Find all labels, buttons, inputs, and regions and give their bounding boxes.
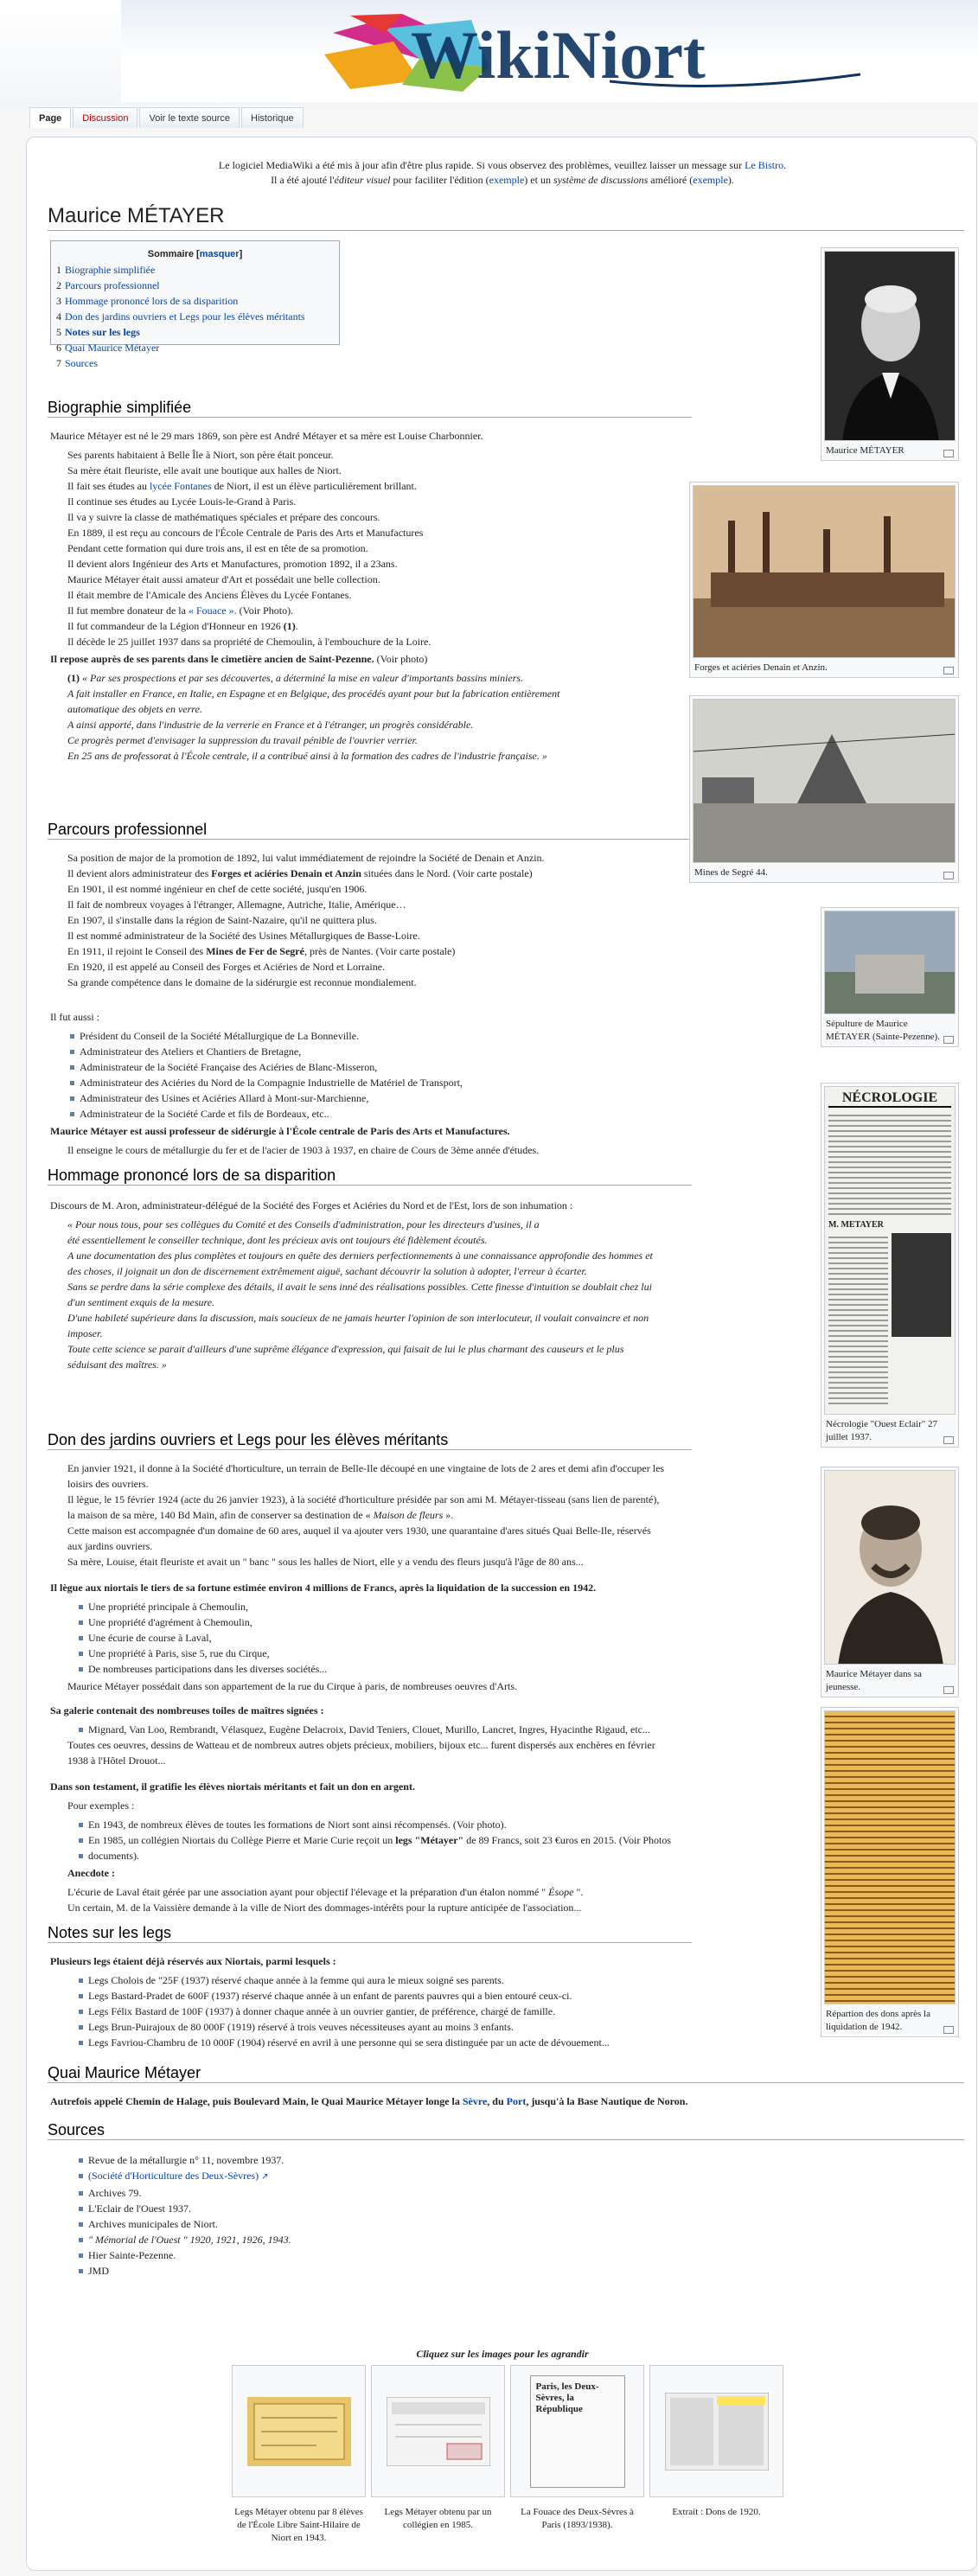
sitenotice (27, 158, 978, 188)
roles-list (67, 1028, 463, 1122)
text: Autrefois appelé Chemin de Halage, puis Boulevard Main, le Quai Maurice Métayer longe la (50, 2095, 463, 2107)
toc-item[interactable] (56, 324, 334, 340)
quote-line: des choses, il joignait un don de discernement extrêmement aiguë, sachant découvrir la solution à adopter, l'erreur à écarter. (67, 1265, 587, 1277)
parcours-line: En 1901, il est nommé ingénieur en chef de cette société, jusqu'en 1906. (67, 883, 368, 895)
property-list (76, 1599, 327, 1677)
bio-line (67, 618, 431, 634)
text: Il fait ses études au (67, 480, 150, 492)
tab-discussion[interactable]: Discussion (73, 107, 137, 128)
thumb-caption (824, 1415, 956, 1444)
site-header (0, 0, 978, 105)
tab-history[interactable]: Historique (241, 107, 304, 128)
notice-text: . (783, 159, 787, 171)
parcours-line: En 1907, il s'installe dans la région de Saint-Nazaire, qu'il ne quittera plus. (67, 914, 377, 926)
sepulture-image[interactable] (824, 911, 956, 1014)
text-line: Un certain, M. de la Vaissière demande à la ville de Niort des dommages-intérêts pour la rupture anticipée de l'association... (67, 1902, 582, 1914)
bio-line: Ses parents habitaient à Belle Île à Niort, son père était ponceur. (67, 449, 334, 461)
hommage-intro: Discours de M. Aron, administrateur-délégué de la Société des Forges et Aciéries du Nord et de l'Est, lors de son inhumation : (50, 1199, 573, 1211)
section-heading-sources: Sources (48, 2121, 964, 2140)
section-heading-notes: Notes sur les legs (48, 1924, 692, 1943)
list-item: Administrateur des Aciéries du Nord de la Compagnie Industrielle de Matériel de Transport, (67, 1075, 463, 1090)
caption-text: Maurice Métayer dans sa jeunesse. (826, 1669, 922, 1692)
sepulture-photo[interactable] (825, 911, 956, 1014)
text: , près de Nantes. (Voir carte postale) (304, 945, 456, 957)
toc-number: 7 (56, 357, 61, 369)
notice-text: ). (727, 174, 734, 186)
exemples-list (76, 1817, 671, 1863)
quote-line: « Par ses prospections et par ses découvertes, a déterminé la mise en valeur d'importants bassins miniers. (82, 672, 524, 684)
toc-hide[interactable]: [masquer] (196, 249, 243, 259)
gallery-image[interactable] (232, 2365, 366, 2497)
testament-line: Dans son testament, il gratifie les élèves niortais méritants et fait un don en argent. (50, 1780, 415, 1793)
bio-line: Sa mère était fleuriste, elle avait une boutique aux halles de Niort. (67, 464, 342, 476)
gallery-caption: La Fouace des Deux-Sèvres à Paris (1893/1938). (521, 2507, 634, 2530)
newspaper-text-block (828, 1111, 951, 1215)
toc-number: 1 (56, 264, 61, 276)
list-item: Une propriété d'agrément à Chemoulin, (76, 1614, 327, 1630)
toc-number: 3 (56, 295, 61, 307)
toc-link[interactable]: Don des jardins ouvriers et Legs pour les élèves méritants (65, 310, 305, 323)
external-link-icon: ↗ (261, 2172, 269, 2182)
source-item: L'Eclair de l'Ouest 1937. (76, 2201, 291, 2216)
hommage-quote (67, 1217, 653, 1372)
quote-line: imposer. (67, 1327, 103, 1339)
bio-line: Il va y suivre la classe de mathématiques spéciales et prépare des concours. (67, 511, 380, 523)
thumb-jeunesse[interactable] (821, 1467, 959, 1697)
list-item: Legs Félix Bastard de 100F (1937) à donner chaque année à un ouvrier gantier, de préférence, chargé de famille. (76, 2004, 610, 2019)
notice-text: Il a été ajouté l' (271, 174, 335, 186)
bio-list (67, 447, 431, 649)
thumb-forges[interactable] (689, 482, 959, 678)
sevre-link[interactable]: Sèvre (462, 2095, 488, 2107)
anecdote-label: Anecdote : (67, 1867, 115, 1879)
forges-image[interactable] (693, 485, 956, 658)
logo-banner (121, 0, 978, 102)
lycee-fontanes-link[interactable]: lycée Fontanes (149, 480, 212, 492)
gallery-caption: Legs Métayer obtenu par 8 élèves de l'École Libre Saint-Hilaire de Niort en 1943. (234, 2507, 363, 2543)
list-item: Président du Conseil de la Société Métallurgique de La Bonneville. (67, 1028, 463, 1044)
thumb-caption (693, 863, 956, 879)
gallery-image[interactable] (649, 2365, 783, 2497)
text: Ésope (548, 1886, 574, 1898)
source-item: Hier Sainte-Pezenne. (76, 2247, 291, 2263)
toc-item[interactable] (56, 293, 334, 309)
parcours-list (67, 850, 545, 990)
magnify-icon[interactable] (943, 450, 954, 457)
legs-1985-image[interactable] (387, 2397, 490, 2466)
segre-postcard[interactable] (694, 700, 956, 863)
list-item: Legs Brun-Puirajoux de 80 000F (1919) réservé à trois veuves nécessiteuses ayant au moins 3 enfants. (76, 2019, 610, 2035)
gallery-caption: Extrait : Dons de 1920. (672, 2507, 761, 2517)
text-line: 1938 à l'Hôtel Drouot... (67, 1755, 166, 1767)
don-line: loisirs des ouvriers. (67, 1478, 149, 1490)
toc-title: Sommaire (147, 249, 194, 259)
magnify-icon[interactable] (943, 1686, 954, 1694)
list-item-continued (76, 1848, 671, 1863)
list-item: De nombreuses participations dans les diverses sociétés... (76, 1661, 327, 1677)
course-line: Il enseigne le cours de métallurgie du fer et de l'acier de 1903 à 1937, en chaire de Cours de 3ème année d'études. (67, 1144, 540, 1156)
quote-line: d'un sentiment exquis de la mesure. (67, 1296, 215, 1308)
quote-line: Ce progrès permet d'envisager la suppression du travail pénible de l'ouvrier verrier. (67, 734, 418, 746)
source-item[interactable] (76, 2168, 291, 2185)
anecdote-text (67, 1884, 583, 1915)
thumb-segre[interactable] (689, 695, 959, 883)
bio-rest (50, 651, 427, 667)
parcours-line: Sa position de major de la promotion de 1892, lui valut immédiatement de rejoindre la Société de Denain et Anzin. (67, 852, 545, 864)
thumb-sepulture[interactable] (821, 907, 959, 1047)
bio-quote (67, 670, 559, 764)
caption-text: Mines de Segré 44. (694, 867, 768, 878)
notes-intro: Plusieurs legs étaient déjà réservés aux Niortais, parmi lesquels : (50, 1955, 336, 1967)
bio-line (67, 603, 431, 618)
text: ". (573, 1886, 584, 1898)
dons-1920-image[interactable] (665, 2393, 769, 2471)
legs-list (76, 1972, 610, 2050)
notice-text: système de discussions (553, 174, 649, 186)
source-item: Revue de la métallurgie n° 11, novembre 1937. (76, 2152, 291, 2168)
content-area (26, 137, 977, 2571)
page-tabs (29, 107, 304, 128)
text: . (Voir Photo). (233, 604, 294, 617)
gallery-title: Cliquez sur les images pour les agrandir (416, 2348, 589, 2360)
don-line: Sa mère, Louise, était fleuriste et avait un " banc " sous les halles de Niort, elle y a vendu des fleurs jusqu'à l'âge de 80 ans... (67, 1556, 584, 1568)
don-line: En janvier 1921, il donne à la Société d'horticulture, un terrain de Belle-Ile découpé en une vingtaine de lots de 2 ares et demi afin d'occuper les (67, 1462, 665, 1474)
bio-line: Maurice Métayer était aussi amateur d'Art et possédait une belle collection. (67, 573, 380, 585)
toc-item[interactable] (56, 262, 334, 278)
text: L'écurie de Laval était gérée par une association ayant pour objectif l'élevage et la préparation d'un étalon nommé " (67, 1886, 549, 1898)
painters-list (76, 1722, 650, 1737)
list-item (76, 1832, 671, 1848)
parcours-line: En 1920, il est appelé au Conseil des Forges et Aciéries de Nord et Lorraine. (67, 961, 386, 973)
toc-link[interactable]: Hommage prononcé lors de sa disparition (65, 295, 239, 307)
quote-line: été essentiellement le conseiller technique, dont les précieux avis ont toujours été fidèlement écoutés. (67, 1234, 488, 1246)
toc-item[interactable] (56, 355, 334, 371)
fouace-document[interactable] (530, 2375, 625, 2488)
parcours-line: Sa grande compétence dans le domaine de la sidérurgie est reconnue mondialement. (67, 976, 417, 988)
toc-number: 6 (56, 342, 61, 354)
notice-text: ) et un (524, 174, 553, 186)
magnify-icon[interactable] (943, 667, 954, 674)
wikiniort-logo[interactable] (203, 7, 978, 93)
text: de Niort, il est un élève particulièrement brillant. (211, 480, 417, 492)
section-heading-bio: Biographie simplifiée (48, 399, 692, 418)
jeunesse-image[interactable] (824, 1470, 956, 1665)
newspaper-subheading: M. METAYER (828, 1220, 884, 1230)
source-item: JMD (76, 2263, 291, 2279)
section-heading-don: Don des jardins ouvriers et Legs pour les élèves méritants (48, 1431, 692, 1450)
appart-line: Maurice Métayer possédait dans son appartement de la rue du Cirque à paris, de nombreuses oeuvres d'Arts. (67, 1680, 518, 1692)
quote-line: A ainsi apporté, dans l'industrie de la verrerie en France et à l'étranger, un progrès considérable. (67, 719, 474, 731)
notice-text: Le logiciel MediaWiki a été mis à jour afin d'être plus rapide. Si vous observez des problèmes, veuillez laisser un message sur (218, 159, 745, 171)
text: legs "Métayer" (395, 1834, 464, 1846)
text: Il repose auprès de ses parents dans le cimetière ancien de Saint-Pezenne. (50, 653, 374, 665)
toc-link[interactable]: Notes sur les legs (65, 326, 140, 338)
text: Mines de Fer de Segré (206, 945, 304, 957)
text: , jusqu'à la Base Nautique de Noron. (526, 2095, 688, 2107)
text: de 89 Francs, soit 23 €uros en 2015. (Voir Photos (463, 1834, 671, 1846)
document-title: Paris, les Deux-Sèvres, la République (535, 2381, 599, 2414)
list-item: Une propriété principale à Chemoulin, (76, 1599, 327, 1614)
jeunesse-photo[interactable] (825, 1471, 956, 1665)
aussi-label: Il fut aussi : (50, 1011, 99, 1023)
tab-page[interactable]: Page (29, 107, 71, 128)
text: situées dans le Nord. (Voir carte postale) (361, 867, 533, 879)
fouace-link[interactable]: « Fouace » (188, 604, 234, 617)
list-item: Administrateur de la Société Carde et fils de Bordeaux, etc.. (67, 1106, 463, 1122)
toc-hide-link[interactable]: masquer (199, 249, 240, 259)
parcours-line (67, 943, 545, 959)
bio-line (67, 478, 431, 494)
list-item: Une propriété à Paris, sise 5, rue du Cirque, (76, 1646, 327, 1661)
caption-text: Sépulture de Maurice MÉTAYER (Sainte-Pezenne). (826, 1019, 940, 1042)
quote-line: « Pour nous tous, pour ses collègues du Comité et des Conseils d'administration, pour les directeurs d'usines, il a (67, 1218, 540, 1230)
tab-view-source[interactable]: Voir le texte source (139, 107, 240, 128)
thumb-caption (693, 658, 956, 674)
page-title: Maurice MÉTAYER (48, 204, 964, 231)
quote-line: A une documentation des plus complètes et toujours en quête des derniers perfectionnements à une connaissance approfondie des hommes et (67, 1250, 653, 1262)
caption-text: Nécrologie "Ouest Eclair" 27 juillet 1937. (826, 1419, 938, 1442)
thumb-portrait[interactable] (821, 247, 959, 461)
don-text (67, 1461, 664, 1569)
legs-fortune: Il lègue aux niortais le tiers de sa fortune estimée environ 4 millions de Francs, après la liquidation de la succession en 1942. (50, 1582, 597, 1594)
footnote-ref: (1) (283, 620, 296, 632)
toc-link[interactable]: Parcours professionnel (65, 279, 160, 291)
thumb-caption (824, 1014, 956, 1044)
necrologie-heading: NÉCROLOGIE (828, 1090, 951, 1108)
gallery-image[interactable] (510, 2365, 644, 2497)
text: , du (487, 2095, 507, 2107)
text: Forges et aciéries Denain et Anzin (211, 867, 361, 879)
source-item: Archives municipales de Niort. (76, 2216, 291, 2232)
don-line: Il lègue, le 15 février 1924 (acte du 26 janvier 1923), à la société d'horticulture présidée par son ami M. Métayer-tisseau (sans lien de parenté), (67, 1493, 660, 1505)
thumb-caption (824, 1665, 956, 1694)
toc-link[interactable]: Biographie simplifiée (65, 264, 156, 276)
thumb-repartition[interactable] (821, 1707, 959, 2037)
list-item: Administrateur de la Société Française des Aciéries de Blanc-Misseron, (67, 1059, 463, 1075)
bio-line: Il devient alors Ingénieur des Arts et Manufactures, promotion 1892, il a 23ans. (67, 558, 398, 570)
necrologie-image[interactable] (824, 1086, 956, 1415)
legs-1943-image[interactable] (247, 2397, 351, 2466)
magnify-icon[interactable] (943, 1036, 954, 1044)
quote-line: automatique des objets en verre. (67, 703, 202, 715)
text: Il devient alors administrateur des (67, 867, 212, 879)
gallery-item[interactable] (510, 2365, 644, 2532)
professor-line: Maurice Métayer est aussi professeur de sidérurgie à l'École centrale de Paris des Arts et Manufactures. (50, 1125, 510, 1137)
svg-text:WikiNiort: WikiNiort (411, 17, 706, 93)
parcours-line: Il fait de nombreux voyages à l'étranger, Allemagne, Autriche, Italie, Amérique… (67, 898, 406, 911)
list-item: Administrateur des Usines et Aciéries Allard à Mont-sur-Marchienne, (67, 1090, 463, 1106)
portrait-photo[interactable] (825, 252, 956, 441)
gallery-item[interactable] (371, 2365, 505, 2532)
source-item: " Mémorial de l'Ouest " 1920, 1921, 1926, 1943. (76, 2232, 291, 2247)
bio-line: Il décède le 25 juillet 1937 dans sa propriété de Chemoulin, à l'embouchure de la Loire. (67, 636, 431, 648)
toc-number: 5 (56, 326, 61, 338)
quote-line: D'une habileté supérieure dans la discussion, mais soucieux de ne jamais heurter l'opinion de son interlocuteur, il voulait convaincre et non (67, 1312, 649, 1324)
source-item: Archives 79. (76, 2185, 291, 2201)
forges-postcard[interactable] (694, 486, 956, 658)
newspaper-column (828, 1233, 888, 1406)
magnify-icon[interactable] (943, 872, 954, 879)
bio-line: Il continue ses études au Lycée Louis-le-Grand à Paris. (67, 495, 297, 508)
sources-list (76, 2152, 291, 2279)
bistro-link[interactable]: Le Bistro (745, 159, 784, 171)
quote-line: séduisant des maîtres. » (67, 1358, 167, 1371)
toc-item[interactable] (56, 340, 334, 355)
footnote-label: (1) (67, 672, 82, 684)
gallery-item[interactable] (232, 2365, 366, 2545)
list-item: Mignard, Van Loo, Rembrandt, Vélasquez, Eugène Delacroix, David Teniers, Clouet, Murillo, Lancret, Ingres, Hyacinthe Rigaud, etc... (76, 1722, 650, 1737)
repartition-image[interactable] (824, 1710, 956, 2004)
list-item: Legs Cholois de "25F (1937) réservé chaque année à la femme qui aura le mieux soigné ses parents. (76, 1972, 610, 1988)
magnify-icon[interactable] (943, 1436, 954, 1444)
bio-line: En 1889, il est reçu au concours de l'École Centrale de Paris des Arts et Manufactures (67, 527, 424, 539)
text: documents). (88, 1850, 139, 1862)
quote-line: Sans se perdre dans la série complexe des détails, il avait le sens inné des réalisations possibles. Cette finesse d'intuition se doublait chez lui (67, 1281, 652, 1293)
toc-link[interactable]: Sources (65, 357, 98, 369)
bio-line: Pendant cette formation qui dure trois ans, il est en tête de sa promotion. (67, 542, 368, 554)
text: Il fut membre donateur de la (67, 604, 189, 617)
text-line: Toutes ces oeuvres, dessins de Watteau et de nombreux autres objets précieux, mobiliers, bijoux etc... furent dispersés aux enchères en février (67, 1739, 655, 1751)
segre-image[interactable] (693, 699, 956, 863)
don-line (67, 1507, 664, 1523)
repartition-text-block (825, 1711, 955, 2004)
section-heading-parcours: Parcours professionnel (48, 821, 692, 840)
text: (Voir photo) (374, 653, 428, 665)
notice-text: pour faciliter l'édition ( (390, 174, 489, 186)
toc-number: 2 (56, 279, 61, 291)
caption-text: Maurice MÉTAYER (826, 445, 904, 456)
list-item: Administrateur des Ateliers et Chantiers de Bretagne, (67, 1044, 463, 1059)
thumb-necrologie[interactable] (821, 1083, 959, 1448)
example-link[interactable]: exemple (489, 174, 525, 186)
parcours-line: Il est nommé administrateur de la Société des Usines Métallurgiques de Basse-Loire. (67, 930, 420, 942)
quai-text (50, 2093, 687, 2109)
list-item: Legs Favriou-Chambru de 10 000F (1904) réservé en avril à une personne qui se sera distinguée par un acte de dévouement... (76, 2035, 610, 2050)
gallery-item[interactable] (649, 2365, 783, 2519)
bio-intro: Maurice Métayer est né le 29 mars 1869, son père est André Métayer et sa mère est Louise Charbonnier. (50, 430, 483, 442)
newspaper-portrait (892, 1233, 951, 1337)
portrait-image[interactable] (824, 251, 956, 441)
toutes-text (67, 1737, 655, 1768)
don-line: aux jardins ouvriers. (67, 1540, 153, 1552)
notice-text: éditeur visuel (334, 174, 391, 186)
table-of-contents (50, 240, 340, 369)
section-heading-quai: Quai Maurice Métayer (48, 2064, 964, 2083)
gallery-caption: Legs Métayer obtenu par un collégien en 1985. (384, 2507, 492, 2530)
list-item: Legs Bastard-Pradet de 600F (1937) réservé chaque année à un enfant de parents pauvres qui a bien entouré ceux-ci. (76, 1988, 610, 2004)
bio-line: Il était membre de l'Amicale des Anciens Élèves du Lycée Fontanes. (67, 589, 352, 601)
toc-number: 4 (56, 310, 61, 323)
example-link[interactable]: exemple (693, 174, 728, 186)
text: . (295, 620, 298, 632)
section-heading-hommage: Hommage prononcé lors de sa disparition (48, 1167, 692, 1186)
text: la maison de sa mère, 140 Bd Main, afin de conserver sa destination de « (67, 1509, 374, 1521)
toc-item[interactable] (56, 278, 334, 293)
text: ». (443, 1509, 454, 1521)
quote-line: Toute cette science se parait d'ailleurs d'une suprême élégance d'expression, qui faisait de lui le plus charmant des causeurs et le plus (67, 1343, 624, 1355)
quote-line: A fait installer en France, en Italie, en Espagne et en Belgique, des procédés ayant pour but la fabrication entièrement (67, 687, 560, 700)
exemples-label: Pour exemples : (67, 1799, 135, 1812)
text: En 1985, un collégien Niortais du Collège Pierre et Marie Curie reçoit un (88, 1834, 396, 1846)
text: Maison de fleurs (373, 1509, 444, 1521)
list-item: En 1943, de nombreux élèves de toutes les formations de Niort sont ainsi récompensés. (Voir photo). (76, 1817, 671, 1832)
don-line: Cette maison est accompagnée d'un domaine de 60 ares, auquel il va ajouter vers 1930, une quarantaine d'ares situés Quai Belle-Ile, réservés (67, 1525, 651, 1537)
quote-line: En 25 ans de professorat à l'École centrale, il a contribué ainsi à la formation des cadres de l'industrie française. » (67, 750, 547, 762)
thumb-caption (824, 2004, 956, 2034)
text: En 1911, il rejoint le Conseil des (67, 945, 207, 957)
thumb-caption (824, 441, 956, 457)
text: Il fut commandeur de la Légion d'Honneur en 1926 (67, 620, 284, 632)
galerie-line: Sa galerie contenait des nombreuses toiles de maîtres signées : (50, 1704, 324, 1716)
toc-header (56, 246, 334, 262)
parcours-line (67, 866, 545, 881)
port-link[interactable]: Port (506, 2095, 527, 2107)
caption-text: Forges et aciéries Denain et Anzin. (694, 662, 828, 673)
caption-text: Répartion des dons après la liquidation de 1942. (826, 2009, 930, 2032)
source-link[interactable]: (Société d'Horticulture des Deux-Sèvres) (88, 2170, 259, 2182)
list-item: Une écurie de course à Laval, (76, 1630, 327, 1646)
gallery-image[interactable] (371, 2365, 505, 2497)
toc-link[interactable]: Quai Maurice Métayer (65, 342, 160, 354)
magnify-icon[interactable] (943, 2026, 954, 2034)
notice-text: amélioré ( (648, 174, 694, 186)
toc-item[interactable] (56, 309, 334, 324)
